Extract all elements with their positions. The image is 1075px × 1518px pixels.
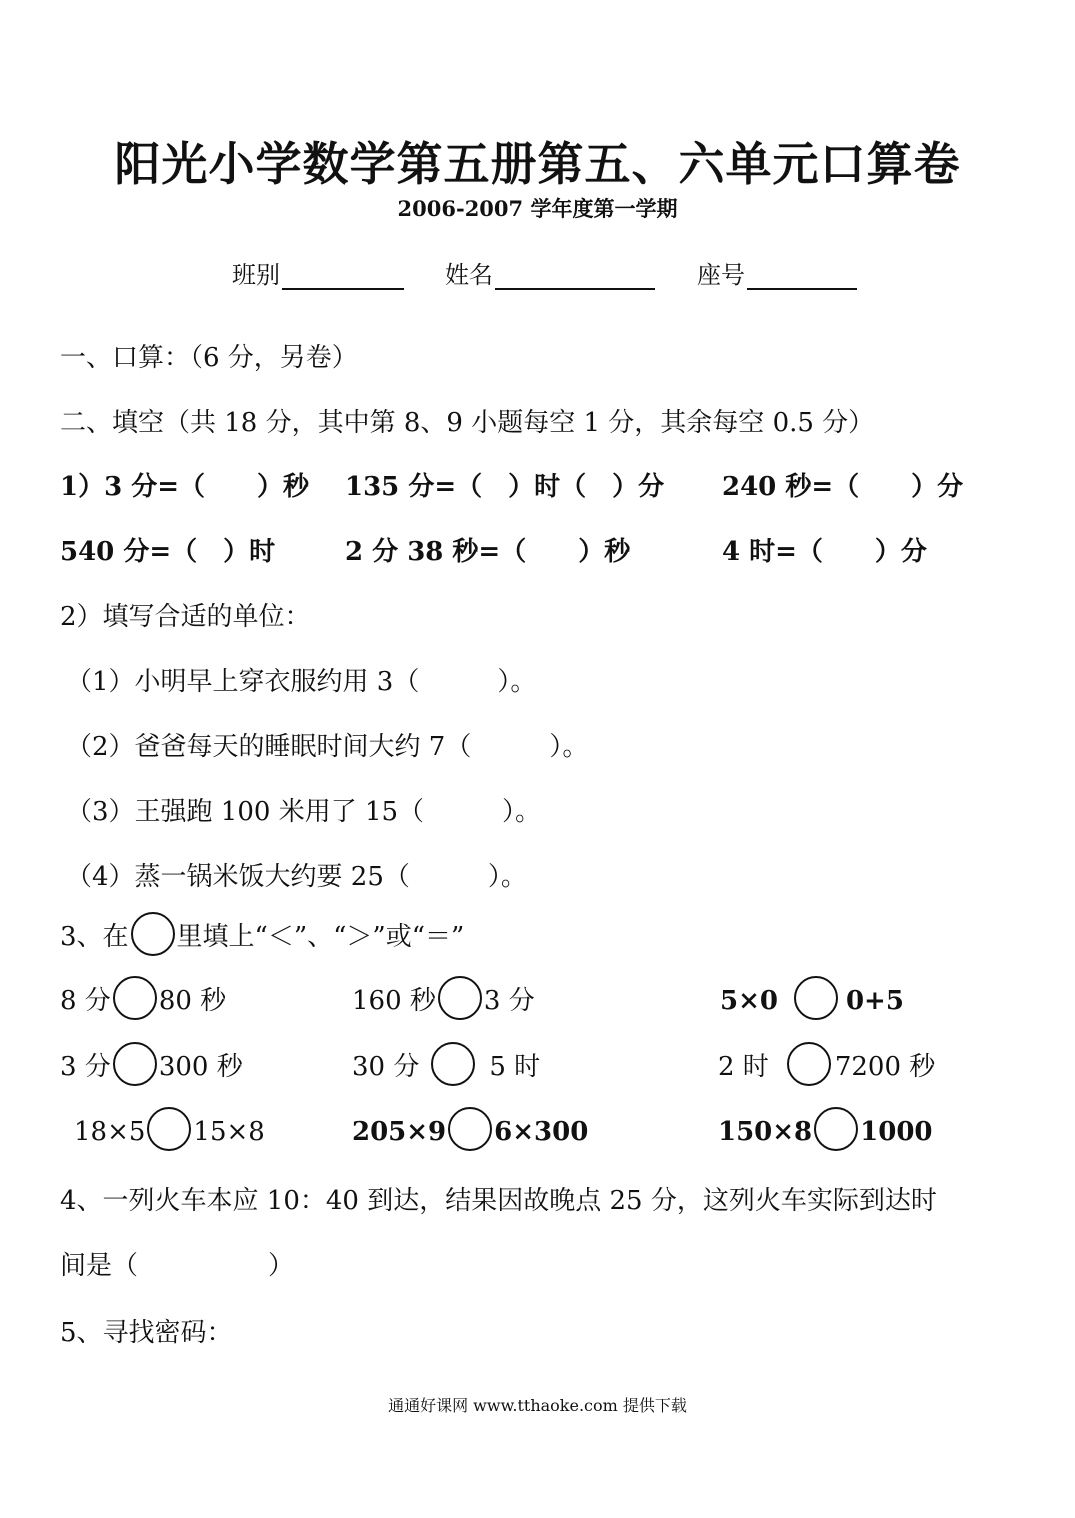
- compare-right: 15×8: [193, 1117, 265, 1147]
- compare-item: [352, 1111, 588, 1155]
- compare-right: 0+5: [845, 986, 904, 1016]
- seat-label: 座号: [697, 261, 745, 289]
- name-blank[interactable]: [495, 262, 655, 290]
- q5-heading: 5、寻找密码：: [60, 1318, 233, 1348]
- compare-left: 30 分: [352, 1052, 420, 1082]
- q2-item: （3）王强跑 100 米用了 15（ ）。: [66, 797, 542, 827]
- compare-right: 300 秒: [158, 1052, 243, 1082]
- section-2-heading: 二、填空（共 18 分，其中第 8、9 小题每空 1 分，其余每空 0.5 分）: [60, 408, 875, 438]
- q1-item-f: 4 时=（ ）分: [722, 537, 927, 567]
- q2-item: （4）蒸一锅米饭大约要 25（ ）。: [66, 862, 527, 892]
- seat-field: [697, 255, 857, 290]
- q1-item-a: 1）3 分=（ ）秒: [60, 472, 310, 502]
- q3-suffix: 里填上“＜”、“＞”或“＝”: [176, 922, 465, 952]
- compare-item: [60, 1046, 243, 1090]
- compare-right: 1000: [860, 1117, 933, 1147]
- q1-item-c: 240 秒=（ ）分: [722, 472, 964, 502]
- compare-circle[interactable]: [431, 1042, 475, 1086]
- q2-title: 2）填写合适的单位：: [60, 602, 311, 632]
- class-blank[interactable]: [282, 262, 404, 290]
- compare-circle[interactable]: [438, 976, 482, 1020]
- name-label: 姓名: [445, 261, 493, 289]
- compare-item: [718, 1111, 933, 1155]
- compare-circle-icon: [131, 912, 175, 956]
- compare-item: [718, 1046, 935, 1090]
- name-field: [445, 255, 655, 290]
- q1-item-e: 2 分 38 秒=（ ）秒: [345, 537, 631, 567]
- q2-item: （1）小明早上穿衣服约用 3（ ）。: [66, 667, 537, 697]
- compare-left: 2 时: [718, 1052, 769, 1082]
- compare-left: 8 分: [60, 986, 111, 1016]
- q1-item-d: 540 分=（ ）时: [60, 537, 276, 567]
- q3-heading: [60, 916, 464, 960]
- compare-right: 7200 秒: [834, 1052, 936, 1082]
- section-1-heading: 一、口算：（6 分，另卷）: [60, 343, 358, 373]
- compare-right: 5 时: [489, 1052, 541, 1082]
- compare-circle[interactable]: [113, 1042, 157, 1086]
- compare-item: [720, 980, 904, 1024]
- q2-item: （2）爸爸每天的睡眠时间大约 7（ ）。: [66, 732, 589, 762]
- compare-circle[interactable]: [147, 1107, 191, 1151]
- class-label: 班别: [232, 261, 280, 289]
- compare-right: 80 秒: [158, 986, 227, 1016]
- footer-credit: 通通好课网 www.tthaoke.com 提供下载: [388, 1396, 687, 1415]
- page-subtitle: 2006-2007 学年度第一学期: [397, 196, 678, 221]
- q1-item-b: 135 分=（ ）时（ ）分: [345, 472, 665, 502]
- compare-left: 5×0: [720, 986, 778, 1016]
- compare-item: [60, 980, 226, 1024]
- class-field: [232, 255, 404, 290]
- seat-blank[interactable]: [747, 262, 857, 290]
- compare-left: 205×9: [352, 1117, 447, 1147]
- q4-line-1: 4、一列火车本应 10：40 到达，结果因故晚点 25 分，这列火车实际到达时: [60, 1186, 937, 1216]
- q3-prefix: 3、在: [60, 922, 129, 952]
- q4-line-2: 间是（ ）: [60, 1251, 295, 1281]
- compare-circle[interactable]: [448, 1107, 492, 1151]
- compare-item: [352, 1046, 540, 1090]
- compare-circle[interactable]: [794, 976, 838, 1020]
- compare-circle[interactable]: [787, 1042, 831, 1086]
- compare-left: 18×5: [74, 1117, 146, 1147]
- compare-left: 3 分: [60, 1052, 111, 1082]
- compare-left: 150×8: [718, 1117, 813, 1147]
- compare-circle[interactable]: [113, 976, 157, 1020]
- compare-item: [352, 980, 535, 1024]
- compare-left: 160 秒: [352, 986, 436, 1016]
- compare-item: [74, 1111, 265, 1155]
- compare-right: 3 分: [483, 986, 535, 1016]
- compare-right: 6×300: [494, 1117, 589, 1147]
- compare-circle[interactable]: [814, 1107, 858, 1151]
- page-title: 阳光小学数学第五册第五、六单元口算卷: [114, 137, 961, 191]
